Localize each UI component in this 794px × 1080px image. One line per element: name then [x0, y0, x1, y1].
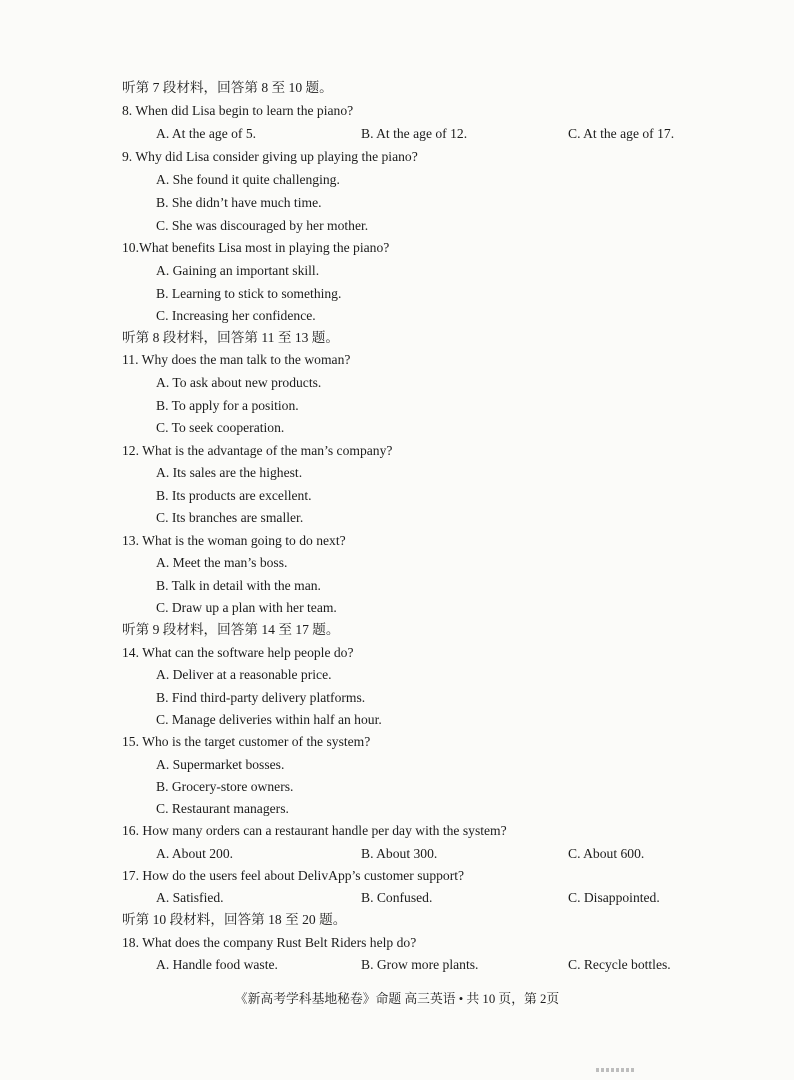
option-c: C. Disappointed. [568, 890, 660, 905]
question-8: 8. When did Lisa begin to learn the piano? [122, 103, 354, 118]
option-c: C. Draw up a plan with her team. [156, 600, 337, 615]
option-b: B. Its products are excellent. [156, 488, 312, 503]
question-13: 13. What is the woman going to do next? [122, 533, 346, 548]
option-b: B. Talk in detail with the man. [156, 578, 321, 593]
option-b: B. Confused. [361, 890, 433, 905]
option-c: C. Recycle bottles. [568, 957, 671, 972]
page-footer: 《新高考学科基地秘卷》命题 高三英语 • 共 10 页，第 2页 [234, 992, 560, 1006]
question-14: 14. What can the software help people do? [122, 645, 354, 660]
scan-mark [596, 1068, 636, 1072]
option-b: B. To apply for a position. [156, 398, 299, 413]
option-a: A. She found it quite challenging. [156, 172, 340, 187]
section-heading: 听第 8 段材料，回答第 11 至 13 题。 [122, 330, 339, 345]
option-a: A. Deliver at a reasonable price. [156, 667, 332, 682]
option-c: C. Restaurant managers. [156, 801, 289, 816]
option-a: A. To ask about new products. [156, 375, 322, 390]
option-a: A. Gaining an important skill. [156, 263, 320, 278]
option-c: C. At the age of 17. [568, 126, 675, 141]
option-a: A. Handle food waste. [156, 957, 278, 972]
option-c: C. She was discouraged by her mother. [156, 218, 369, 233]
option-b: B. She didn’t have much time. [156, 195, 322, 210]
option-a: A. Supermarket bosses. [156, 757, 285, 772]
option-c: C. About 600. [568, 846, 645, 861]
option-a: A. At the age of 5. [156, 126, 257, 141]
question-15: 15. Who is the target customer of the system? [122, 734, 371, 749]
question-10: 10.What benefits Lisa most in playing the piano? [122, 240, 390, 255]
option-a: A. Satisfied. [156, 890, 224, 905]
option-b: B. About 300. [361, 846, 438, 861]
question-16: 16. How many orders can a restaurant handle per day with the system? [122, 823, 507, 838]
section-heading: 听第 9 段材料，回答第 14 至 17 题。 [122, 622, 340, 637]
option-a: A. Its sales are the highest. [156, 465, 303, 480]
option-b: B. Grocery-store owners. [156, 779, 294, 794]
question-12: 12. What is the advantage of the man’s company? [122, 443, 393, 458]
option-c: C. Manage deliveries within half an hour. [156, 712, 382, 727]
question-9: 9. Why did Lisa consider giving up playing the piano? [122, 149, 418, 164]
option-a: A. Meet the man’s boss. [156, 555, 288, 570]
option-c: C. Increasing her confidence. [156, 308, 316, 323]
question-18: 18. What does the company Rust Belt Riders help do? [122, 935, 417, 950]
option-c: C. Its branches are smaller. [156, 510, 304, 525]
option-b: B. Learning to stick to something. [156, 286, 342, 301]
section-heading: 听第 10 段材料，回答第 18 至 20 题。 [122, 912, 347, 927]
option-b: B. Grow more plants. [361, 957, 479, 972]
question-11: 11. Why does the man talk to the woman? [122, 352, 351, 367]
question-17: 17. How do the users feel about DelivApp’s customer support? [122, 868, 465, 883]
section-heading: 听第 7 段材料，回答第 8 至 10 题。 [122, 80, 333, 95]
option-a: A. About 200. [156, 846, 234, 861]
option-b: B. At the age of 12. [361, 126, 468, 141]
option-c: C. To seek cooperation. [156, 420, 285, 435]
option-b: B. Find third-party delivery platforms. [156, 690, 366, 705]
